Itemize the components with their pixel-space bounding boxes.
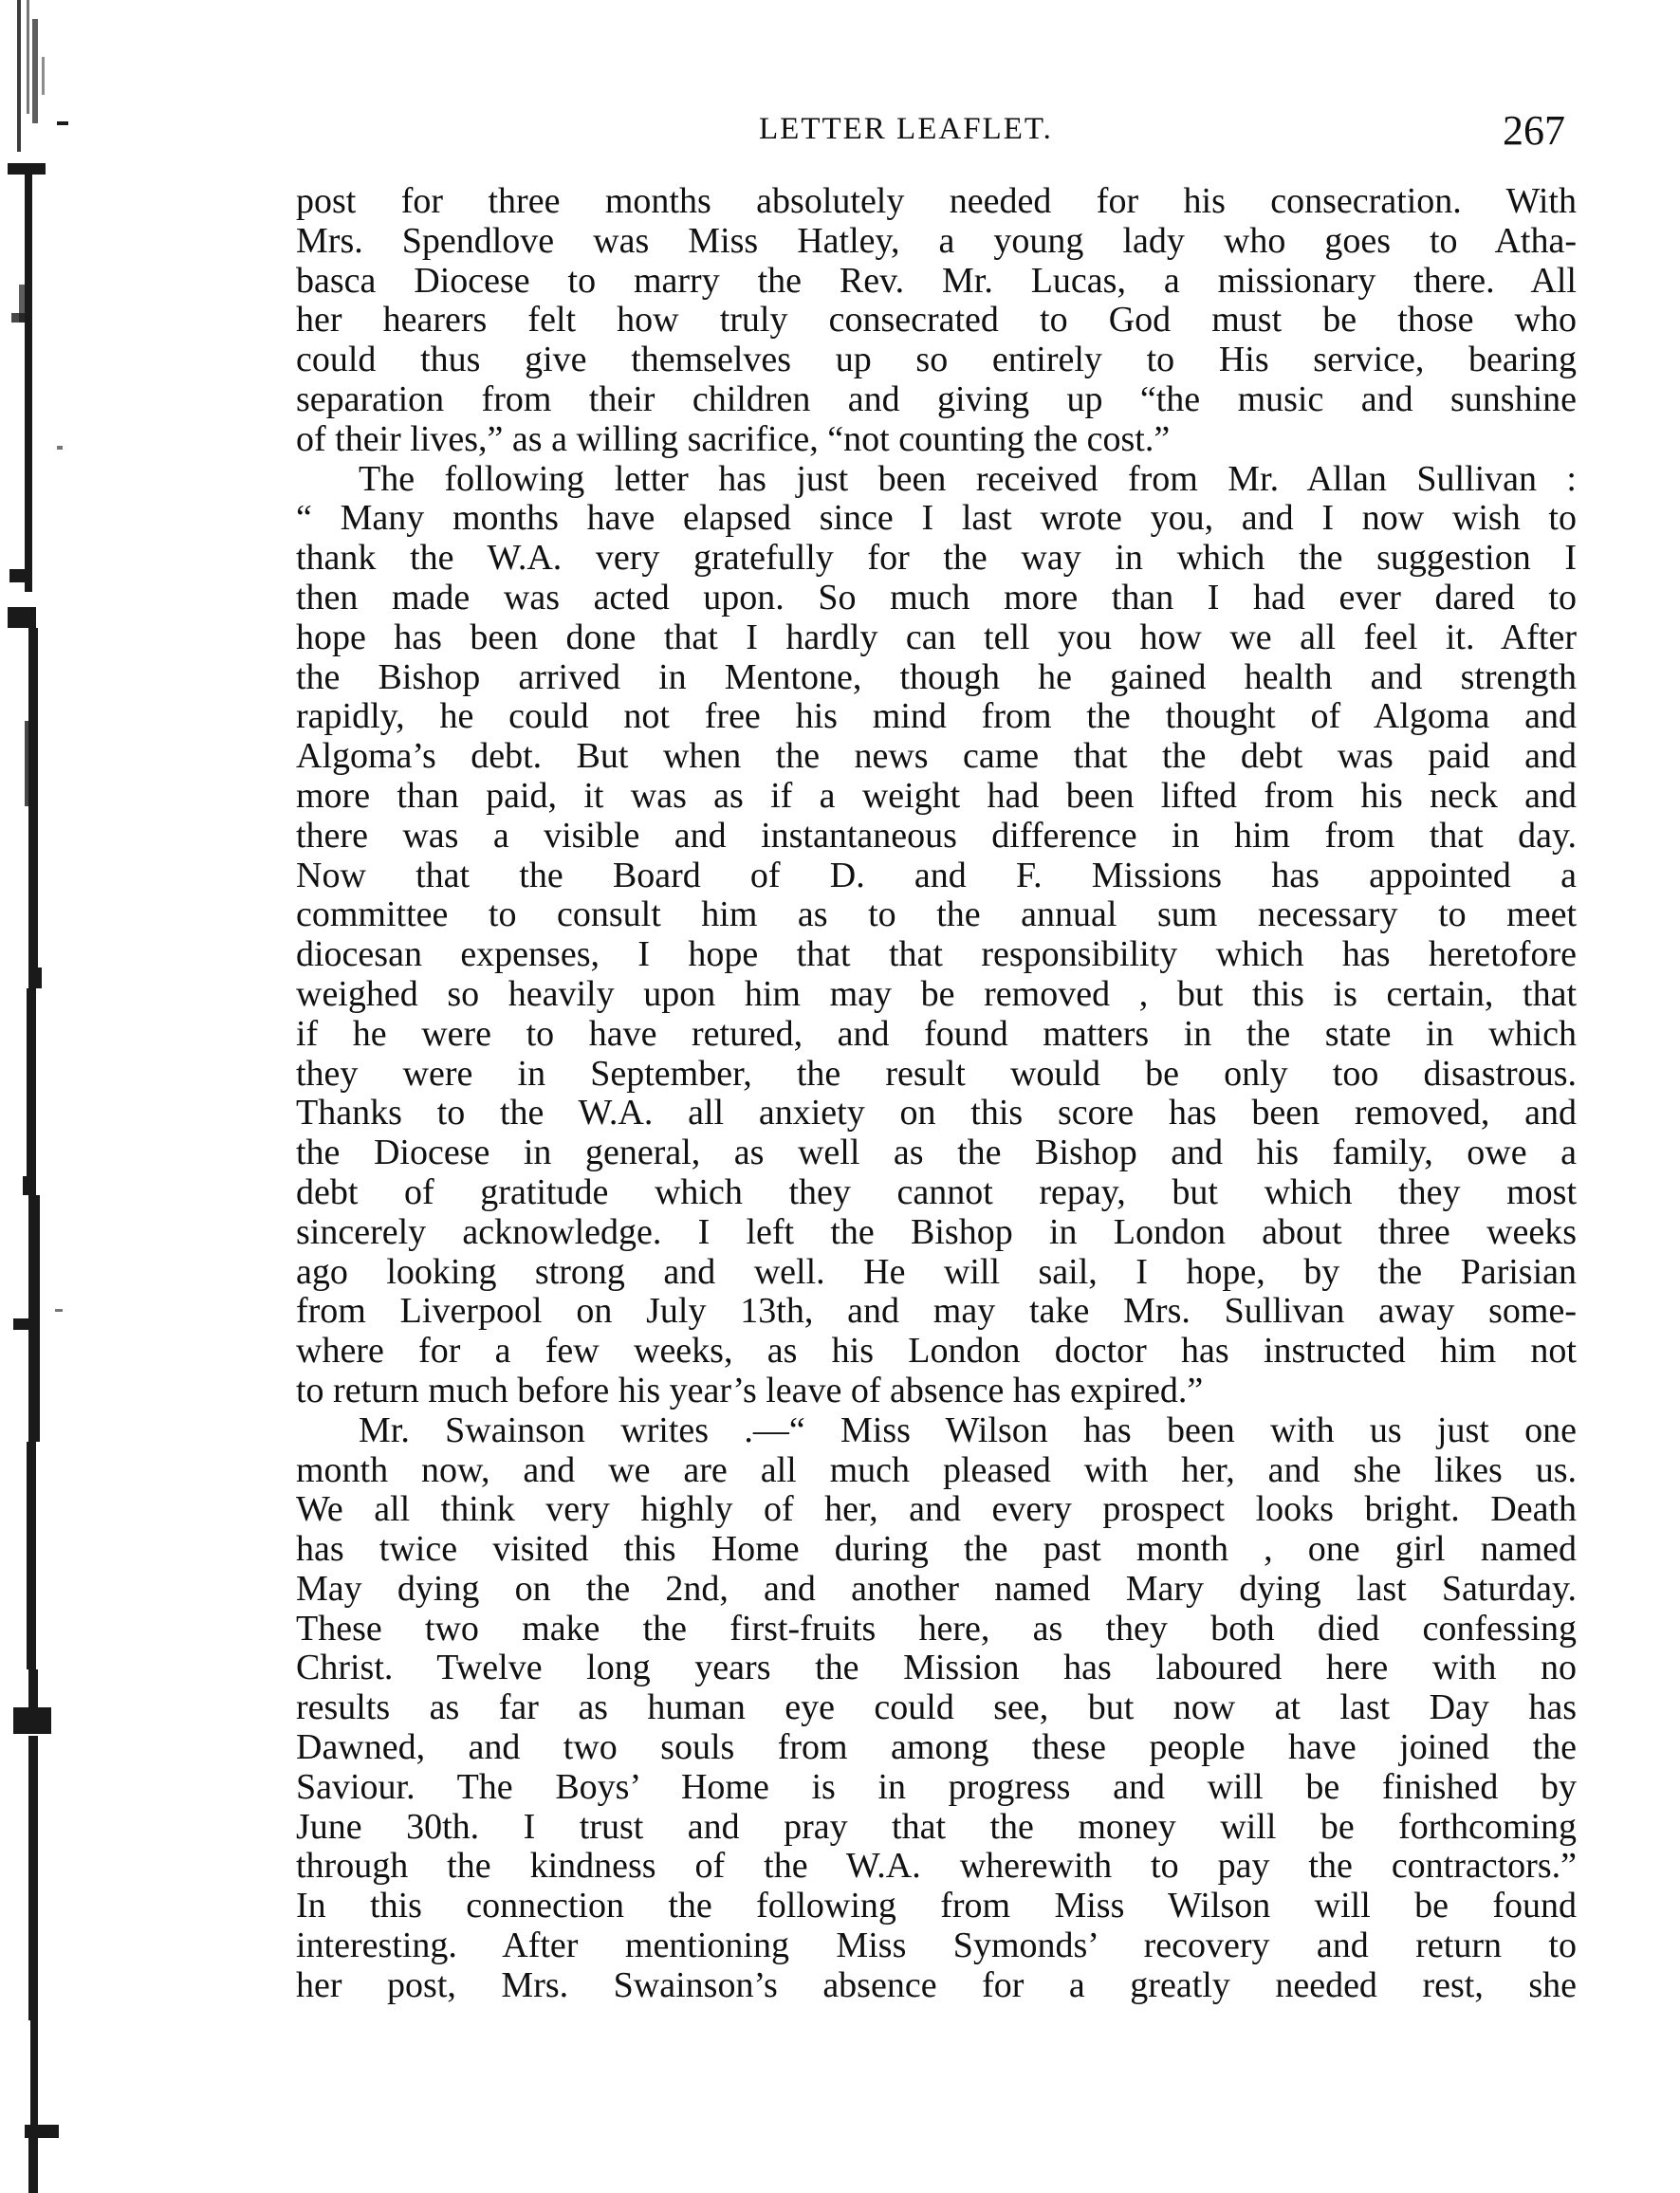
page-header bbox=[285, 106, 1575, 163]
binding-edge-scan-marks bbox=[0, 0, 104, 2193]
text-line: her hearers felt how truly consecrated to God must be those who bbox=[296, 301, 1577, 341]
text-line: weighed so heavily upon him may be removed , but this is certain, that bbox=[296, 974, 1577, 1014]
text-line: could thus give themselves up so entirely to His service, bearing bbox=[296, 341, 1577, 380]
text-line: Thanks to the W.A. all anxiety on this score has been removed, and bbox=[296, 1094, 1577, 1133]
page-number: 267 bbox=[1503, 107, 1565, 154]
text-line: The following letter has just been received from Mr. Allan Sullivan : bbox=[359, 459, 1577, 499]
text-line: We all think very highly of her, and every prospect looks bright. Death bbox=[296, 1490, 1577, 1530]
text-line: from Liverpool on July 13th, and may take Mrs. Sullivan away some- bbox=[296, 1292, 1577, 1332]
text-line: separation from their children and giving up “the music and sunshine bbox=[296, 379, 1577, 419]
text-line: Mr. Swainson writes .—“ Miss Wilson has been with us just one bbox=[359, 1410, 1577, 1450]
text-line: Dawned, and two souls from among these people have joined the bbox=[296, 1728, 1577, 1768]
text-line: if he were to have retured, and found matters in the state in which bbox=[296, 1014, 1577, 1054]
text-line: Mrs. Spendlove was Miss Hatley, a young lady who goes to Atha- bbox=[296, 221, 1577, 261]
text-line: Christ. Twelve long years the Mission has laboured here with no bbox=[296, 1649, 1577, 1688]
text-line: June 30th. I trust and pray that the money will be forthcoming bbox=[296, 1807, 1577, 1847]
text-line: her post, Mrs. Swainson’s absence for a greatly needed rest, she bbox=[296, 1965, 1577, 2005]
text-line: committee to consult him as to the annual sum necessary to meet bbox=[296, 895, 1577, 935]
text-line: the Diocese in general, as well as the Bishop and his family, owe a bbox=[296, 1133, 1577, 1173]
text-line: month now, and we are all much pleased with her, and she likes us. bbox=[296, 1450, 1577, 1490]
text-line: debt of gratitude which they cannot repay, but which they most bbox=[296, 1172, 1577, 1212]
text-line: rapidly, he could not free his mind from the thought of Algoma and bbox=[296, 697, 1577, 737]
text-line: there was a visible and instantaneous difference in him from that day. bbox=[296, 816, 1577, 856]
text-line: diocesan expenses, I hope that that responsibility which has heretofore bbox=[296, 935, 1577, 975]
text-line: ago looking strong and well. He will sail, I hope, by the Parisian bbox=[296, 1252, 1577, 1292]
text-line: interesting. After mentioning Miss Symonds’ recovery and return to bbox=[296, 1926, 1577, 1966]
text-line: to return much before his year’s leave of absence has expired.” bbox=[296, 1371, 1204, 1410]
text-line: more than paid, it was as if a weight had been lifted from his neck and bbox=[296, 776, 1577, 816]
text-line: Saviour. The Boys’ Home is in progress and will be finished by bbox=[296, 1767, 1577, 1807]
text-line: These two make the first-fruits here, as they both died confessing bbox=[296, 1609, 1577, 1649]
text-line: through the kindness of the W.A. wherewith to pay the contractors.” bbox=[296, 1847, 1577, 1887]
text-line: Algoma’s debt. But when the news came that the debt was paid and bbox=[296, 737, 1577, 777]
text-line: In this connection the following from Miss Wilson will be found bbox=[296, 1887, 1577, 1926]
text-line: of their lives,” as a willing sacrifice, “not counting the cost.” bbox=[296, 419, 1171, 459]
text-line: hope has been done that I hardly can tell you how we all feel it. After bbox=[296, 617, 1577, 657]
text-line: then made was acted upon. So much more than I had ever dared to bbox=[296, 578, 1577, 617]
text-line: they were in September, the result would be only too disastrous. bbox=[296, 1054, 1577, 1094]
body-text bbox=[296, 182, 1577, 2006]
text-line: the Bishop arrived in Mentone, though he gained health and strength bbox=[296, 657, 1577, 697]
text-line: where for a few weeks, as his London doctor has instructed him not bbox=[296, 1332, 1577, 1372]
text-line: sincerely acknowledge. I left the Bishop in London about three weeks bbox=[296, 1212, 1577, 1252]
text-line: post for three months absolutely needed for his consecration. With bbox=[296, 182, 1577, 221]
text-line: “ Many months have elapsed since I last wrote you, and I now wish to bbox=[296, 499, 1577, 539]
running-head: LETTER LEAFLET. bbox=[759, 112, 1053, 146]
text-line: thank the W.A. very gratefully for the way in which the suggestion I bbox=[296, 539, 1577, 579]
text-line: has twice visited this Home during the past month , one girl named bbox=[296, 1530, 1577, 1570]
text-line: May dying on the 2nd, and another named Mary dying last Saturday. bbox=[296, 1569, 1577, 1609]
text-line: basca Diocese to marry the Rev. Mr. Lucas, a missionary there. All bbox=[296, 261, 1577, 301]
text-line: Now that the Board of D. and F. Missions has appointed a bbox=[296, 856, 1577, 895]
text-line: results as far as human eye could see, but now at last Day has bbox=[296, 1688, 1577, 1728]
